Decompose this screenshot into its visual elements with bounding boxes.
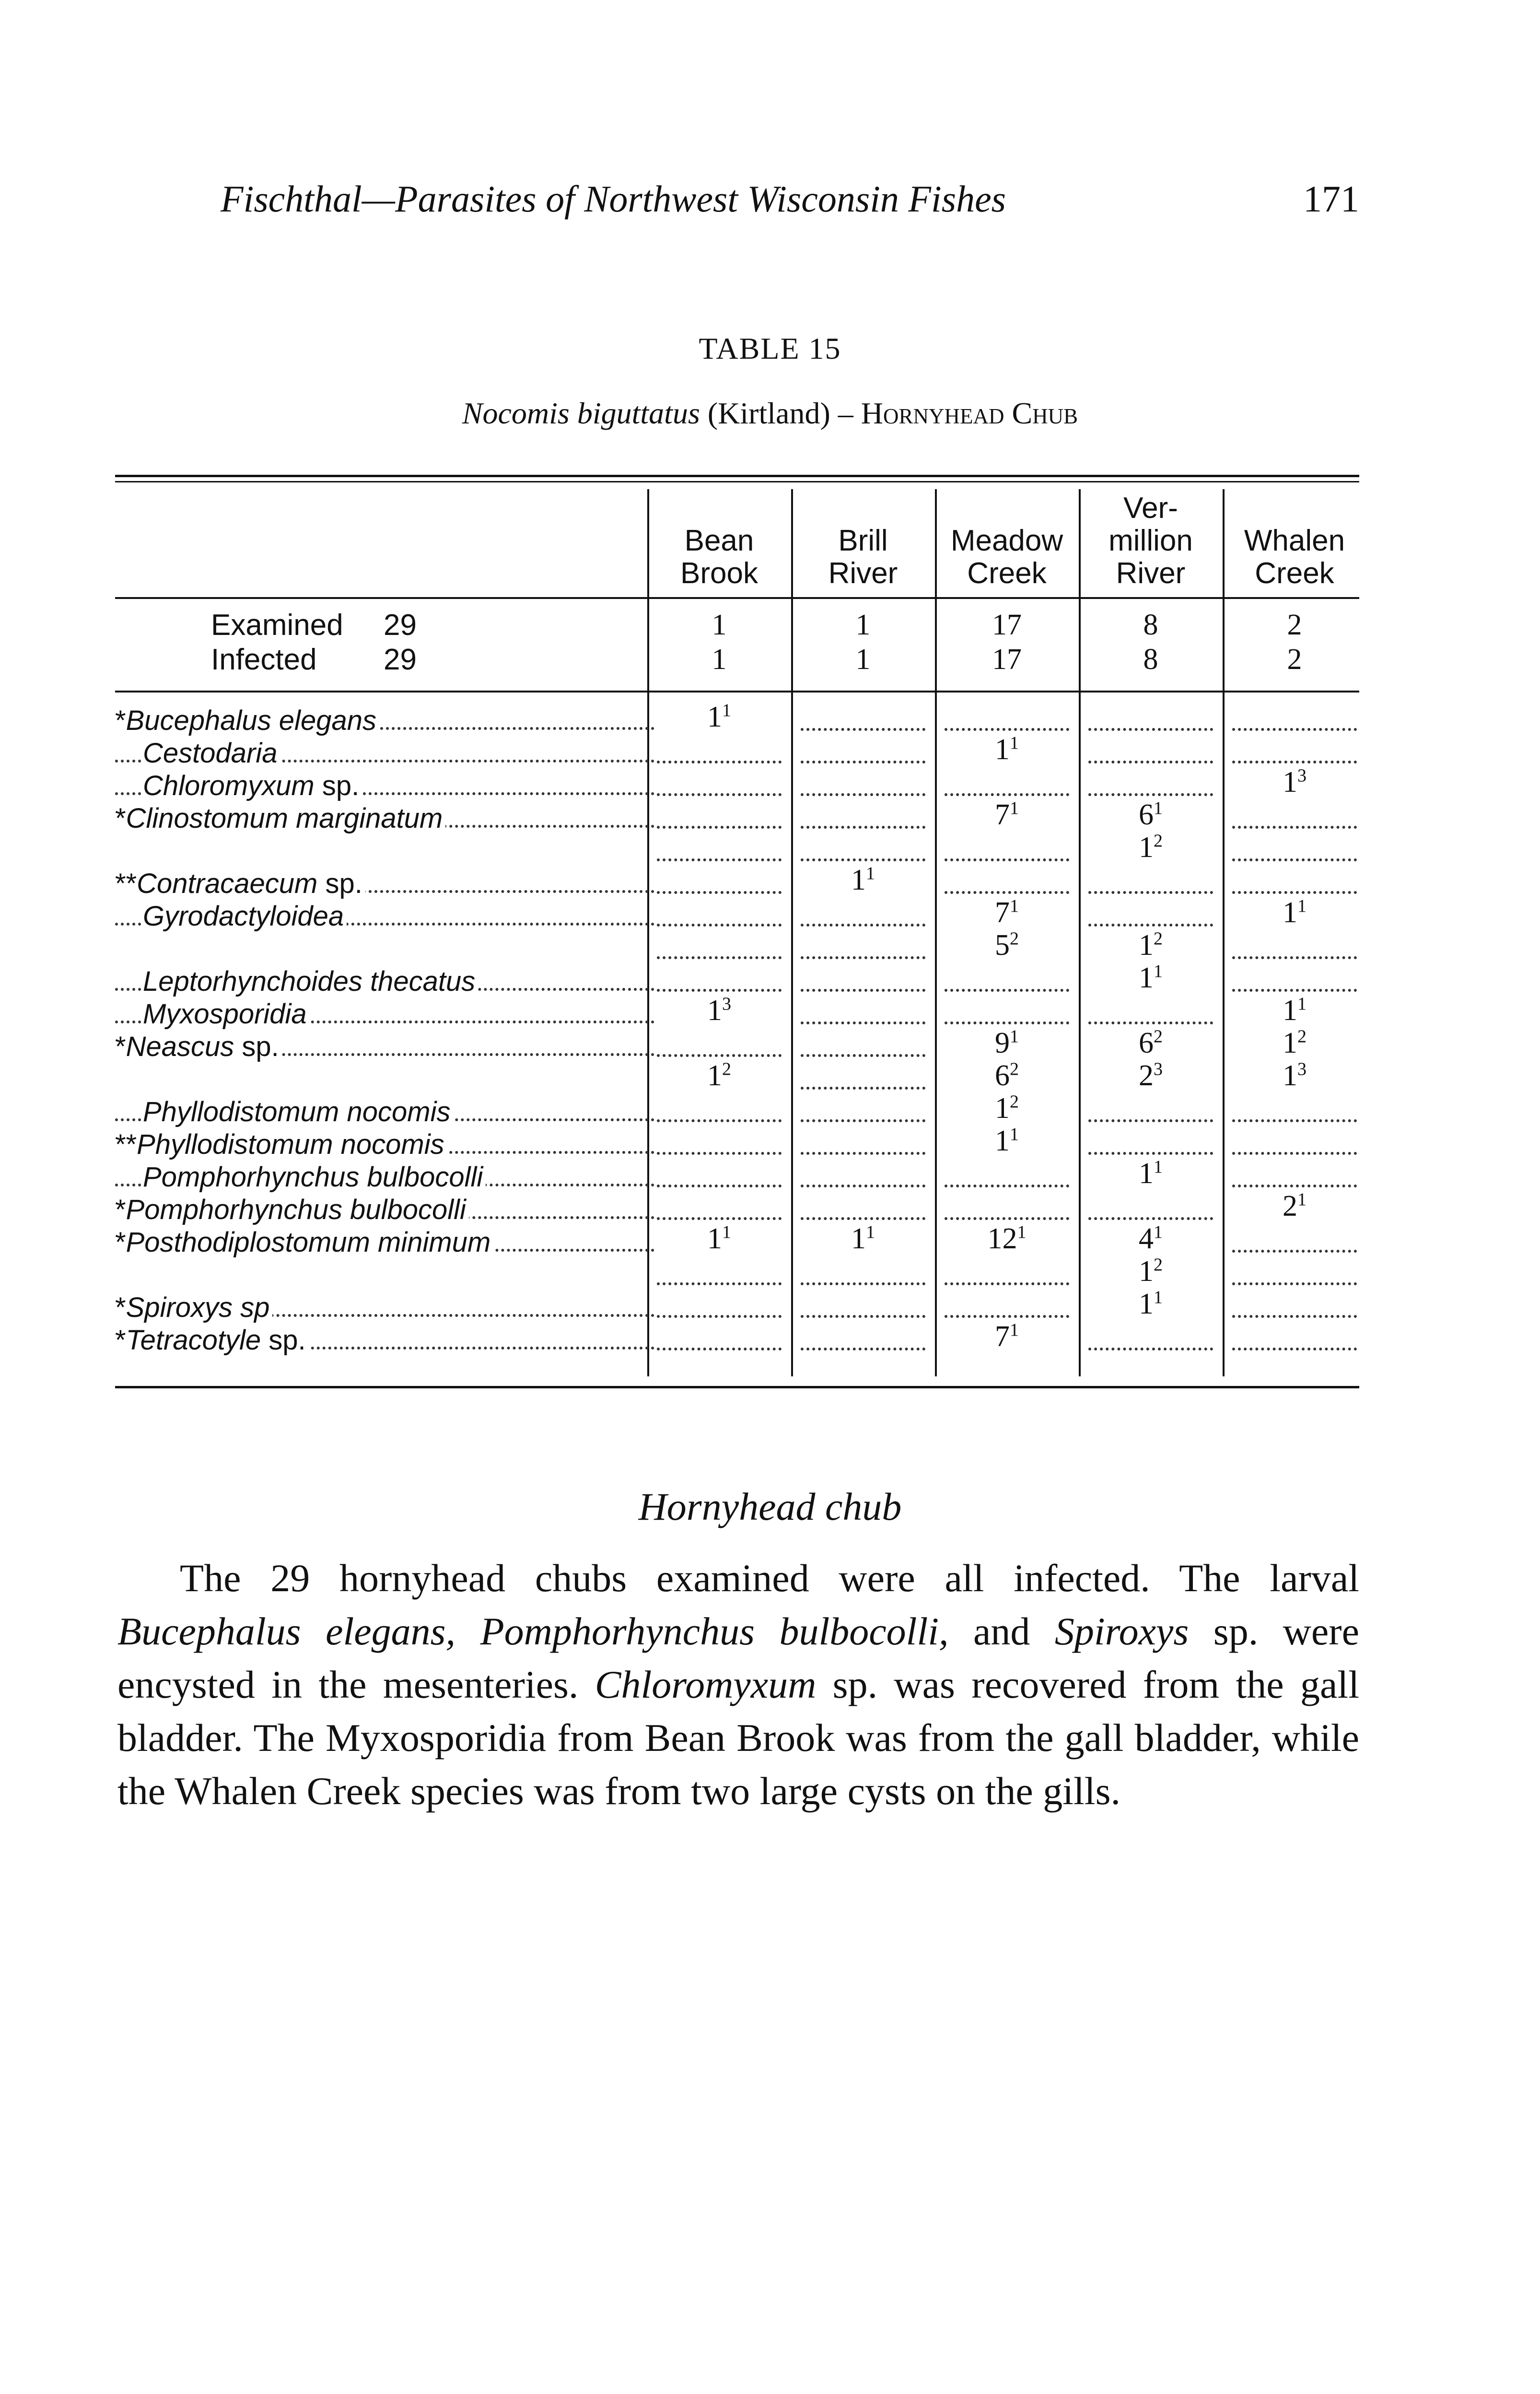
leader-dots bbox=[945, 790, 1069, 796]
leader-dots bbox=[1232, 986, 1357, 992]
leader-dots bbox=[945, 1182, 1069, 1187]
value-cell: $1^1$ bbox=[1283, 896, 1307, 929]
leader-dots bbox=[1232, 1279, 1357, 1285]
leader-dots bbox=[657, 758, 782, 763]
value-cell: $1^3$ bbox=[707, 994, 731, 1027]
leader-dots bbox=[1088, 725, 1213, 731]
leader-dots bbox=[801, 823, 925, 829]
leader-dots bbox=[1088, 758, 1213, 763]
leader-dots bbox=[801, 1182, 925, 1187]
leader-dots bbox=[1088, 1345, 1213, 1350]
column-header-meadow-creek: Meadow Creek bbox=[950, 524, 1063, 590]
caption-common-name: Hornyhead Chub bbox=[861, 396, 1078, 430]
leader-dots bbox=[657, 953, 782, 959]
infected-cell: 2 bbox=[1287, 643, 1302, 676]
species-row-label: *Posthodiplostomum minimum bbox=[115, 1226, 654, 1259]
value-cell: $1^2$ bbox=[995, 1091, 1019, 1125]
leader-dots bbox=[1088, 888, 1213, 894]
leader-dots bbox=[1088, 1019, 1213, 1024]
species-row-label: *Spiroxys sp bbox=[115, 1291, 654, 1325]
leader-dots bbox=[801, 1149, 925, 1155]
leader-dots bbox=[801, 921, 925, 927]
column-header-bean-brook: Bean Brook bbox=[680, 524, 758, 590]
value-cell: $7^1$ bbox=[995, 1320, 1019, 1353]
leader-dots bbox=[801, 1214, 925, 1220]
leader-dots bbox=[945, 1214, 1069, 1220]
leader-dots bbox=[945, 986, 1069, 992]
leader-dots bbox=[657, 856, 782, 861]
value-cell: $9^1$ bbox=[995, 1026, 1019, 1059]
value-cell: $6^2$ bbox=[995, 1059, 1019, 1092]
leader-dots bbox=[1232, 888, 1357, 894]
value-cell: $1^1$ bbox=[851, 863, 875, 896]
leader-dots bbox=[801, 1019, 925, 1024]
leader-dots bbox=[1232, 758, 1357, 763]
value-cell: $6^1$ bbox=[1139, 798, 1163, 831]
infected-total: 29 bbox=[384, 643, 417, 676]
leader-dots bbox=[801, 758, 925, 763]
leader-dots bbox=[1232, 1345, 1357, 1350]
leader-dots bbox=[1088, 1116, 1213, 1122]
leader-dots bbox=[945, 1279, 1069, 1285]
leader-dots bbox=[657, 921, 782, 927]
value-cell: $1^1$ bbox=[1139, 1157, 1163, 1190]
column-rule bbox=[935, 489, 937, 1376]
species-row-label: Chloromyxum sp. bbox=[115, 769, 654, 803]
leader-dots bbox=[657, 986, 782, 992]
leader-dots bbox=[801, 1084, 925, 1090]
leader-dots bbox=[657, 888, 782, 894]
leader-dots bbox=[1088, 921, 1213, 927]
table-number: TABLE 15 bbox=[699, 331, 841, 365]
leader-dots bbox=[657, 1116, 782, 1122]
leader-dots bbox=[801, 986, 925, 992]
value-cell: $5^2$ bbox=[995, 928, 1019, 962]
value-cell: $7^1$ bbox=[995, 798, 1019, 831]
leader-dots bbox=[945, 856, 1069, 861]
value-cell: $2^1$ bbox=[1283, 1189, 1307, 1222]
value-cell: $1^3$ bbox=[1283, 1059, 1307, 1092]
page-number: 171 bbox=[1303, 178, 1359, 220]
leader-dots bbox=[657, 1312, 782, 1318]
value-cell: $1^1$ bbox=[707, 1222, 731, 1255]
leader-dots bbox=[1232, 1312, 1357, 1318]
caption-species: Nocomis biguttatus bbox=[462, 396, 700, 430]
examined-cell: 17 bbox=[992, 609, 1022, 641]
examined-cell: 2 bbox=[1287, 609, 1302, 641]
leader-dots bbox=[657, 1149, 782, 1155]
leader-dots bbox=[1088, 1149, 1213, 1155]
leader-dots bbox=[801, 1116, 925, 1122]
examined-cell: 1 bbox=[855, 609, 871, 641]
species-row-label: *Neascus sp. bbox=[115, 1030, 654, 1064]
species-row-label: Pomphorhynchus bulbocolli bbox=[115, 1161, 654, 1194]
column-header-vermillion-river: Ver- million River bbox=[1108, 492, 1193, 590]
species-row-label: Phyllodistomum nocomis bbox=[115, 1095, 654, 1129]
caption-dash: – bbox=[838, 396, 853, 430]
species-row-label: Leptorhynchoides thecatus bbox=[115, 965, 654, 998]
value-cell: $1^3$ bbox=[1283, 765, 1307, 798]
leader-dots bbox=[945, 888, 1069, 894]
leader-dots bbox=[801, 953, 925, 959]
species-row-label: Cestodaria bbox=[115, 737, 654, 770]
value-cell: $2^3$ bbox=[1139, 1059, 1163, 1092]
leader-dots bbox=[657, 1279, 782, 1285]
section-heading: Hornyhead chub bbox=[638, 1485, 902, 1528]
species-row-label: Gyrodactyloidea bbox=[115, 900, 654, 933]
leader-dots bbox=[1088, 790, 1213, 796]
leader-dots bbox=[1232, 823, 1357, 829]
running-header-title: Fischthal—Parasites of Northwest Wisconsin Fishes bbox=[221, 178, 1006, 220]
examined-cell: 8 bbox=[1143, 609, 1158, 641]
column-rule bbox=[791, 489, 793, 1376]
leader-dots bbox=[657, 1214, 782, 1220]
value-cell: $1^2$ bbox=[1283, 1026, 1307, 1059]
table-caption bbox=[0, 396, 1540, 431]
leader-dots bbox=[1232, 953, 1357, 959]
leader-dots bbox=[657, 1051, 782, 1057]
infected-cell: 17 bbox=[992, 643, 1022, 676]
value-cell: $6^2$ bbox=[1139, 1026, 1163, 1059]
species-row-label: **Contracaecum sp. bbox=[115, 867, 654, 901]
species-row-label: *Tetracotyle sp. bbox=[115, 1324, 654, 1357]
examined-label: Examined bbox=[211, 609, 343, 642]
caption-author: (Kirtland) bbox=[707, 396, 830, 430]
value-cell: $1^1$ bbox=[995, 733, 1019, 766]
leader-dots bbox=[801, 1279, 925, 1285]
running-header bbox=[221, 177, 1371, 235]
value-cell: $1^1$ bbox=[851, 1222, 875, 1255]
value-cell: $1^2$ bbox=[1139, 1255, 1163, 1288]
table-bottom-rule bbox=[115, 1386, 1359, 1388]
leader-dots bbox=[801, 1051, 925, 1057]
leader-dots bbox=[657, 1345, 782, 1350]
leader-dots bbox=[1088, 1214, 1213, 1220]
infected-cell: 1 bbox=[712, 643, 727, 676]
species-row-label: **Phyllodistomum nocomis bbox=[115, 1128, 654, 1162]
leader-dots bbox=[1232, 725, 1357, 731]
leader-dots bbox=[945, 1019, 1069, 1024]
leader-dots bbox=[1232, 1116, 1357, 1122]
value-cell: $12^1$ bbox=[987, 1222, 1027, 1255]
value-cell: $1^2$ bbox=[1139, 928, 1163, 962]
leader-dots bbox=[657, 823, 782, 829]
species-row-label: *Bucephalus elegans bbox=[115, 704, 654, 738]
column-rule bbox=[1079, 489, 1081, 1376]
species-row-label: *Pomphorhynchus bulbocolli bbox=[115, 1193, 654, 1227]
examined-cell: 1 bbox=[712, 609, 727, 641]
value-cell: $7^1$ bbox=[995, 896, 1019, 929]
leader-dots bbox=[1232, 1247, 1357, 1253]
parasite-table bbox=[115, 475, 1359, 1386]
value-cell: $4^1$ bbox=[1139, 1222, 1163, 1255]
value-cell: $1^1$ bbox=[995, 1124, 1019, 1157]
value-cell: $1^2$ bbox=[707, 1059, 731, 1092]
infected-label: Infected bbox=[211, 643, 317, 676]
value-cell: $1^1$ bbox=[1139, 1287, 1163, 1320]
leader-dots bbox=[1232, 856, 1357, 861]
infected-cell: 8 bbox=[1143, 643, 1158, 676]
leader-dots bbox=[801, 1345, 925, 1350]
species-row-label: Myxosporidia bbox=[115, 998, 654, 1031]
leader-dots bbox=[801, 1312, 925, 1318]
value-cell: $1^1$ bbox=[1139, 961, 1163, 994]
leader-dots bbox=[801, 725, 925, 731]
examined-total: 29 bbox=[384, 609, 417, 642]
species-row-label: *Clinostomum marginatum bbox=[115, 802, 654, 835]
value-cell: $1^1$ bbox=[1283, 994, 1307, 1027]
leader-dots bbox=[801, 790, 925, 796]
leader-dots bbox=[945, 1312, 1069, 1318]
column-header-whalen-creek: Whalen Creek bbox=[1244, 524, 1345, 590]
infected-cell: 1 bbox=[855, 643, 871, 676]
leader-dots bbox=[1232, 1182, 1357, 1187]
value-cell: $1^1$ bbox=[707, 700, 731, 733]
body-paragraph: The 29 hornyhead chubs examined were all infected. The larval Bucephalus elegans, Pomphorhynchus bulbocolli, and Spiroxys sp. were encysted in the mesenteries. Chloromyxum sp. was recovered from the gall bladder. The Myxosporidia from Bean Brook was from the gall bladder, while the Whalen Creek species was from two large cysts on the gills. bbox=[117, 1556, 1359, 1813]
leader-dots bbox=[801, 856, 925, 861]
leader-dots bbox=[945, 725, 1069, 731]
column-header-brill-river: Brill River bbox=[828, 524, 898, 590]
leader-dots bbox=[657, 790, 782, 796]
leader-dots bbox=[657, 1182, 782, 1187]
value-cell: $1^2$ bbox=[1139, 831, 1163, 864]
leader-dots bbox=[1232, 1149, 1357, 1155]
column-rule bbox=[1223, 489, 1225, 1376]
